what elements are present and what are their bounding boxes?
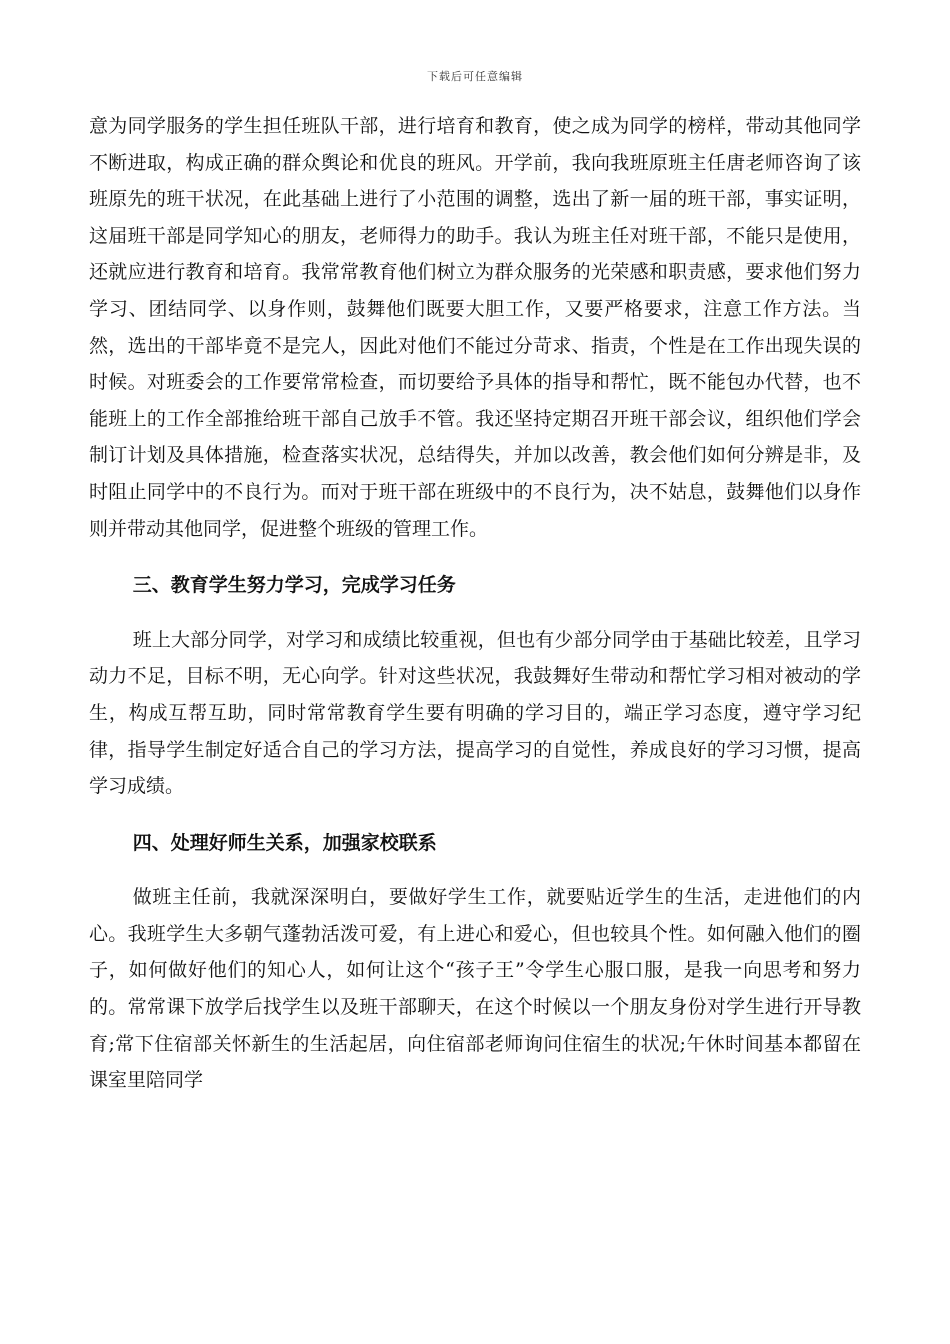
paragraph-class-cadres: 意为同学服务的学生担任班队干部，进行培育和教育，使之成为同学的榜样，带动其他同学不断进取，构成正确的群众舆论和优良的班风。开学前，我向我班原班主任唐老师咨询了该班原先的班干状况，在此基础上进行了小范围的调整，选出了新一届的班干部，事实证明，这届班干部是同学知心的朋友，老师得力的助手。我认为班主任对班干部，不能只是使用，还就应进行教育和培育。我常常教育他们树立为群众服务的光荣感和职责感，要求他们努力学习、团结同学、以身作则，鼓舞他们既要大胆工作，又要严格要求，注意工作方法。当然，选出的干部毕竟不是完人，因此对他们不能过分苛求、指责，个性是在工作出现失误的时候。对班委会的工作要常常检查，而切要给予具体的指导和帮忙，既不能包办代替，也不能班上的工作全部推给班干部自己放手不管。我还坚持定期召开班干部会议，组织他们学会制订计划及具体措施，检查落实状况，总结得失，并加以改善，教会他们如何分辨是非，及时阻止同学中的不良行为。而对于班干部在班级中的不良行为，决不姑息，鼓舞他们以身作则并带动其他同学，促进整个班级的管理工作。 (89, 115, 861, 540)
paragraph-teacher-student: 做班主任前，我就深深明白，要做好学生工作，就要贴近学生的生活，走进他们的内心。我班学生大多朝气蓬勃活泼可爱，有上进心和爱心，但也较具个性。如何融入他们的圈子，如何做好他们的知心人，如何让这个“孩子王”令学生心服口服，是我一向思考和努力的。常常课下放学后找学生以及班干部聊天，在这个时候以一个朋友身份对学生进行开导教育;常下住宿部关怀新生的生活起居，向住宿部老师询问住宿生的状况;午休时间基本都留在课室里陪同学 (89, 886, 861, 1092)
document-body (89, 108, 861, 1099)
paragraph-study: 班上大部分同学，对学习和成绩比较重视，但也有少部分同学由于基础比较差，且学习动力不足，目标不明，无心向学。针对这些状况，我鼓舞好生带动和帮忙学习相对被动的学生，构成互帮互助，同时常常教育学生要有明确的学习目的，端正学习态度，遵守学习纪律，指导学生制定好适合自己的学习方法，提高学习的自觉性，养成良好的学习习惯，提高学习成绩。 (89, 628, 861, 798)
section-heading-3: 三、教育学生努力学习，完成学习任务 (132, 574, 456, 597)
section-heading-4: 四、处理好师生关系，加强家校联系 (132, 831, 437, 854)
page-header: 下载后可任意编辑 (427, 70, 523, 83)
